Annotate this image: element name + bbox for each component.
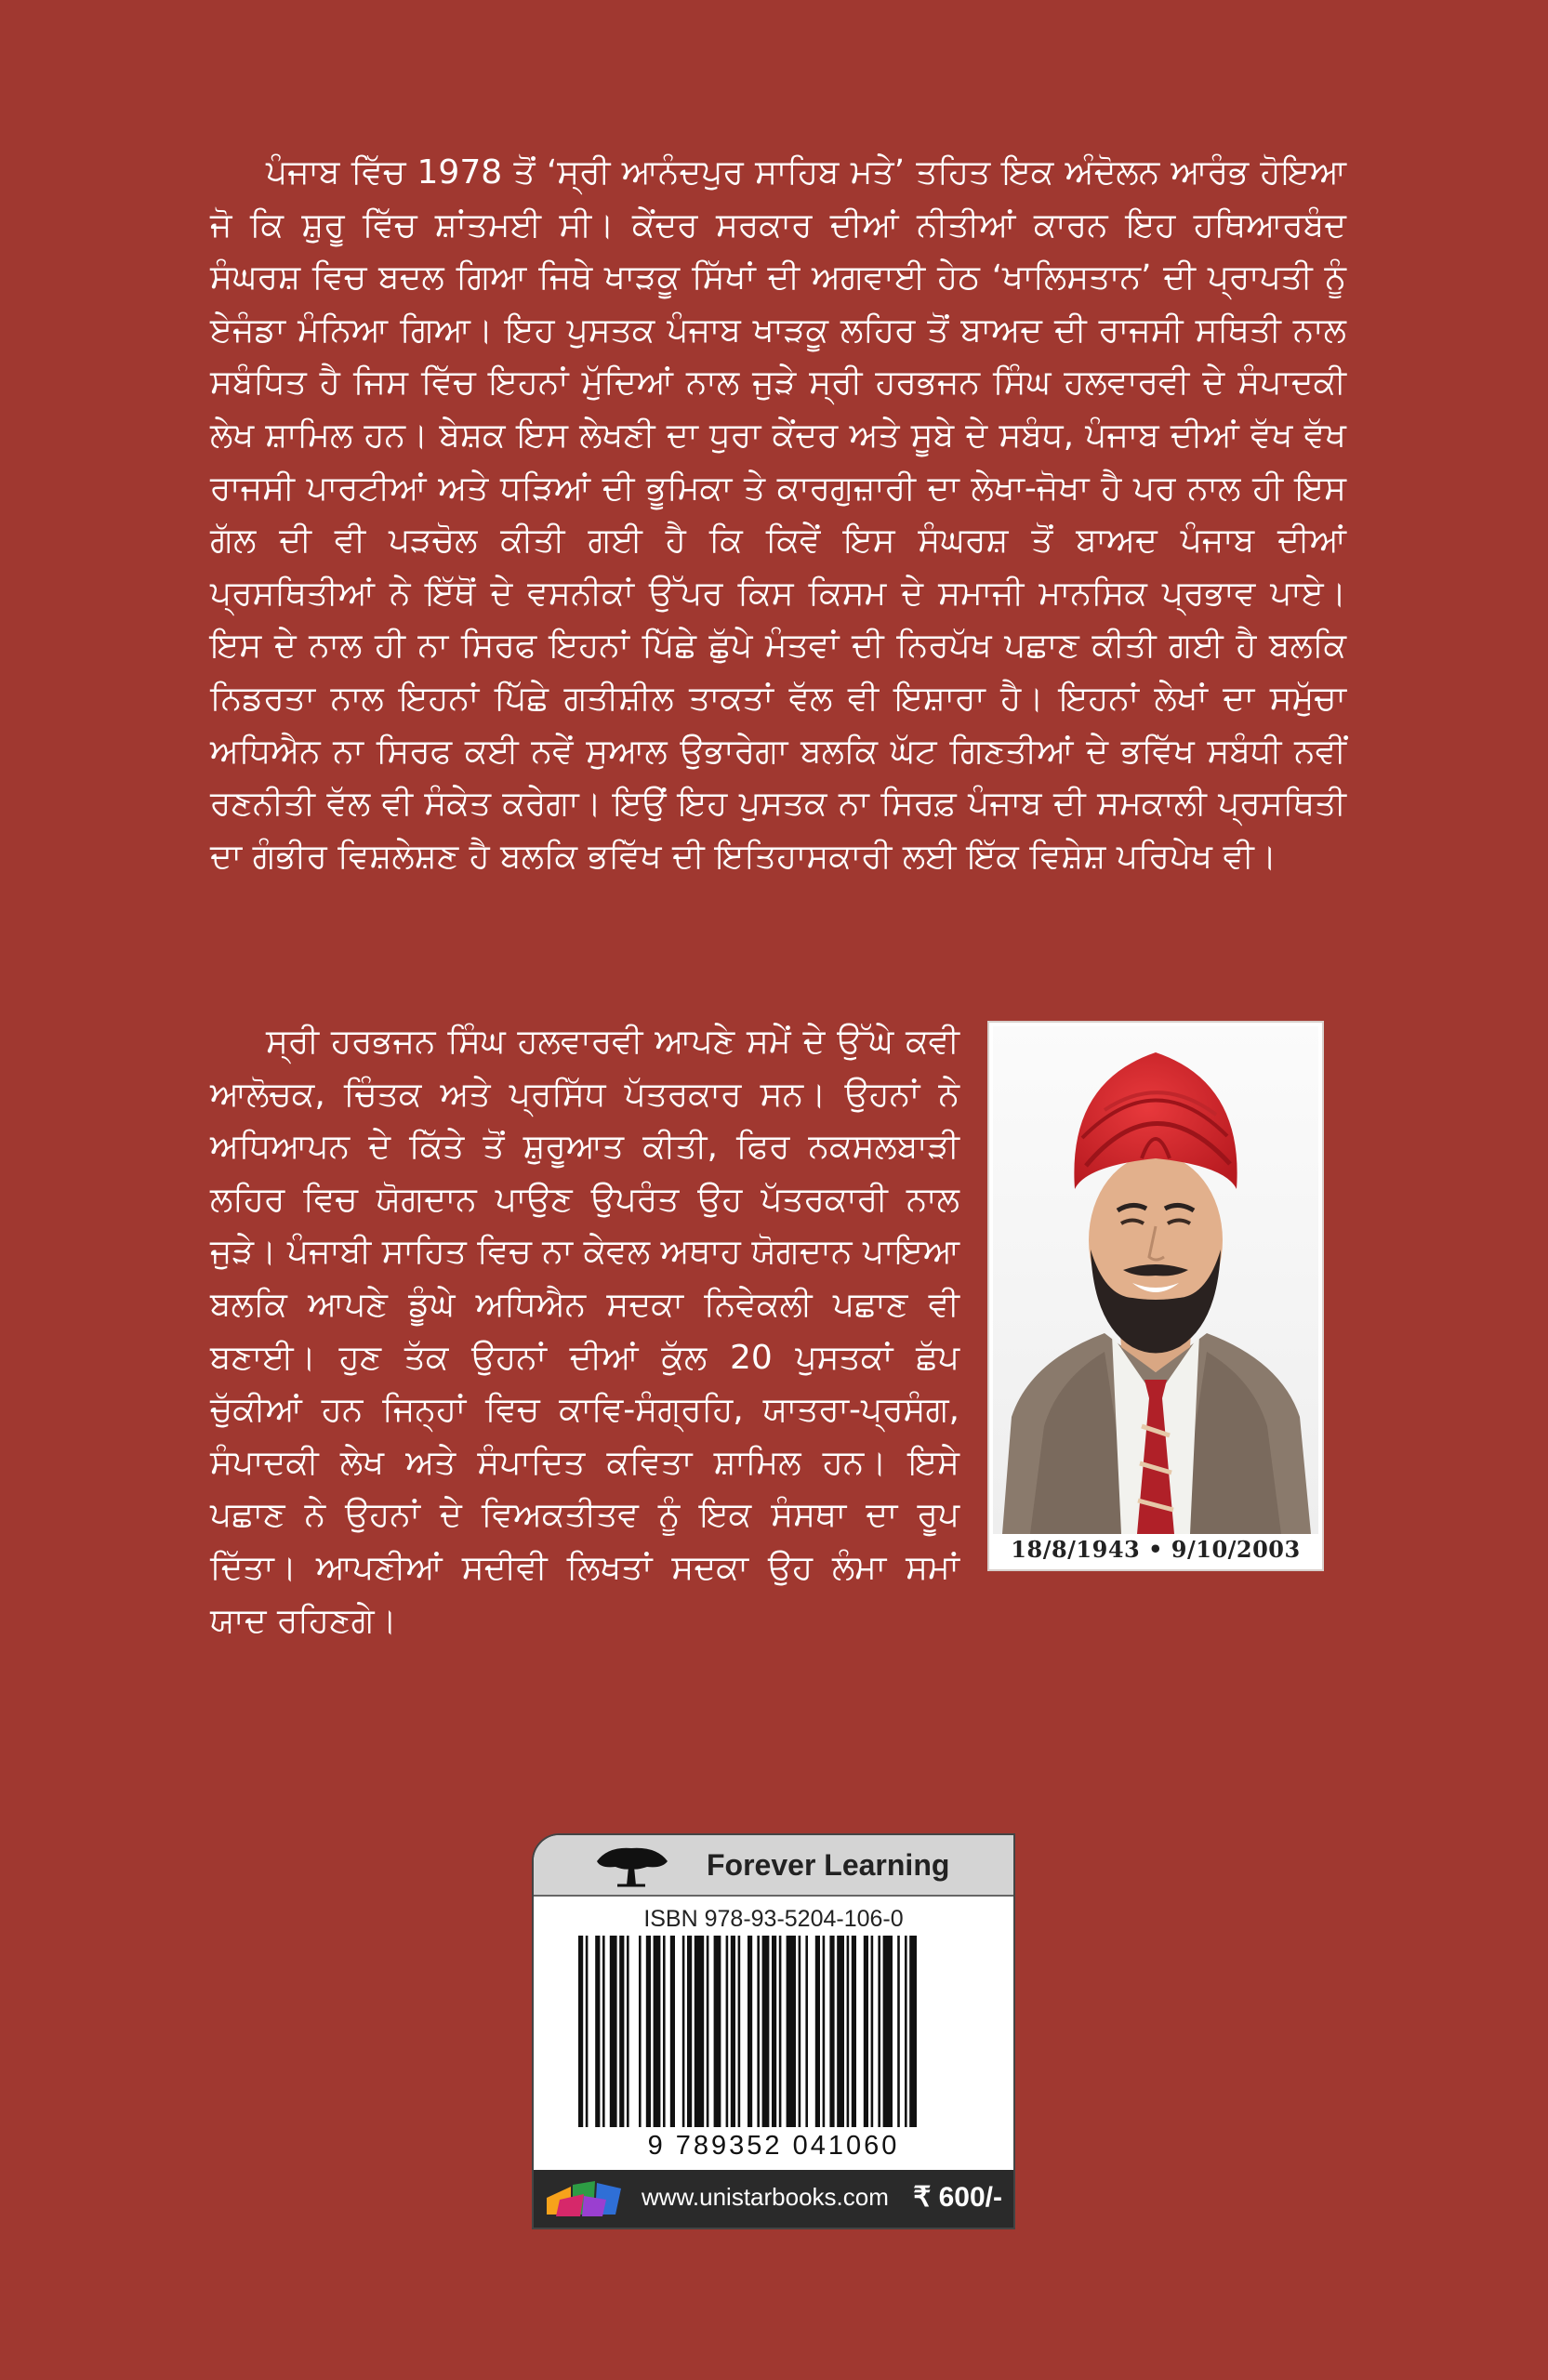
book-price: ₹ 600/- xyxy=(913,2182,1002,2213)
publisher-website: www.unistarbooks.com xyxy=(642,2183,889,2211)
publisher-header xyxy=(534,1835,1013,1897)
barcode-digits: 9 789352 041060 xyxy=(647,2131,900,2161)
isbn-number: ISBN 978-93-5204-106-0 xyxy=(643,1906,904,1932)
author-bio-paragraph: ਸ੍ਰੀ ਹਰਭਜਨ ਸਿੰਘ ਹਲਵਾਰਵੀ ਆਪਣੇ ਸਮੇਂ ਦੇ ਉੱਘੇ ਕਵੀ ਆਲੋਚਕ, ਚਿੰਤਕ ਅਤੇ ਪ੍ਰਸਿੱਧ ਪੱਤਰਕਾਰ ਸਨ। ਉਹਨਾਂ ਨੇ ਅਧਿਆਪਨ ਦੇ ਕਿੱਤੇ ਤੋਂ ਸ਼ੁਰੂਆਤ ਕੀਤੀ, ਫਿਰ ਨਕਸਲਬਾੜੀ ਲਹਿਰ ਵਿਚ ਯੋਗਦਾਨ ਪਾਉਣ ਉਪਰੰਤ ਉਹ ਪੱਤਰਕਾਰੀ ਨਾਲ ਜੁੜੇ। ਪੰਜਾਬੀ ਸਾਹਿਤ ਵਿਚ ਨਾ ਕੇਵਲ ਅਥਾਹ ਯੋਗਦਾਨ ਪਾਇਆ ਬਲਕਿ ਆਪਣੇ ਡੂੰਘੇ ਅਧਿਐਨ ਸਦਕਾ ਨਿਵੇਕਲੀ ਪਛਾਣ ਵੀ ਬਣਾਈ। ਹੁਣ ਤੱਕ ਉਹਨਾਂ ਦੀਆਂ ਕੁੱਲ 20 ਪੁਸਤਕਾਂ ਛੱਪ ਚੁੱਕੀਆਂ ਹਨ ਜਿਨ੍ਹਾਂ ਵਿਚ ਕਾਵਿ-ਸੰਗ੍ਰਹਿ, ਯਾਤਰਾ-ਪ੍ਰਸੰਗ, ਸੰਪਾਦਕੀ ਲੇਖ ਅਤੇ ਸੰਪਾਦਿਤ ਕਵਿਤਾ ਸ਼ਾਮਿਲ ਹਨ। ਇਸੇ ਪਛਾਣ ਨੇ ਉਹਨਾਂ ਦੇ ਵਿਅਕਤੀਤਵ ਨੂੰ ਇਕ ਸੰਸਥਾ ਦਾ ਰੂਪ ਦਿੱਤਾ। ਆਪਣੀਆਂ ਸਦੀਵੀ ਲਿਖਤਾਂ ਸਦਕਾ ਉਹ ਲੰਮਾ ਸਮਾਂ ਯਾਦ ਰਹਿਣਗੇ। xyxy=(210,1023,959,1640)
publisher-brand: Forever Learning xyxy=(707,1848,950,1882)
publisher-footer xyxy=(534,2170,1013,2228)
barcode-image xyxy=(578,1936,969,2127)
intro-paragraph: ਪੰਜਾਬ ਵਿੱਚ 1978 ਤੋਂ ‘ਸ੍ਰੀ ਆਨੰਦਪੁਰ ਸਾਹਿਬ ਮਤੇ’ ਤਹਿਤ ਇਕ ਅੰਦੋਲਨ ਆਰੰਭ ਹੋਇਆ ਜੋ ਕਿ ਸ਼ੁਰੂ ਵਿੱਚ ਸ਼ਾਂਤਮਈ ਸੀ। ਕੇਂਦਰ ਸਰਕਾਰ ਦੀਆਂ ਨੀਤੀਆਂ ਕਾਰਨ ਇਹ ਹਥਿਆਰਬੰਦ ਸੰਘਰਸ਼ ਵਿਚ ਬਦਲ ਗਿਆ ਜਿਥੇ ਖਾੜਕੂ ਸਿੱਖਾਂ ਦੀ ਅਗਵਾਈ ਹੇਠ ‘ਖਾਲਿਸਤਾਨ’ ਦੀ ਪ੍ਰਾਪਤੀ ਨੂੰ ਏਜੰਡਾ ਮੰਨਿਆ ਗਿਆ। ਇਹ ਪੁਸਤਕ ਪੰਜਾਬ ਖਾੜਕੂ ਲਹਿਰ ਤੋਂ ਬਾਅਦ ਦੀ ਰਾਜਸੀ ਸਥਿਤੀ ਨਾਲ ਸਬੰਧਿਤ ਹੈ ਜਿਸ ਵਿੱਚ ਇਹਨਾਂ ਮੁੱਦਿਆਂ ਨਾਲ ਜੁੜੇ ਸ੍ਰੀ ਹਰਭਜਨ ਸਿੰਘ ਹਲਵਾਰਵੀ ਦੇ ਸੰਪਾਦਕੀ ਲੇਖ ਸ਼ਾਮਿਲ ਹਨ। ਬੇਸ਼ਕ ਇਸ ਲੇਖਣੀ ਦਾ ਧੁਰਾ ਕੇਂਦਰ ਅਤੇ ਸੂਬੇ ਦੇ ਸਬੰਧ, ਪੰਜਾਬ ਦੀਆਂ ਵੱਖ ਵੱਖ ਰਾਜਸੀ ਪਾਰਟੀਆਂ ਅਤੇ ਧੜਿਆਂ ਦੀ ਭੂਮਿਕਾ ਤੇ ਕਾਰਗੁਜ਼ਾਰੀ ਦਾ ਲੇਖਾ-ਜੋਖਾ ਹੈ ਪਰ ਨਾਲ ਹੀ ਇਸ ਗੱਲ ਦੀ ਵੀ ਪੜਚੋਲ ਕੀਤੀ ਗਈ ਹੈ ਕਿ ਕਿਵੇਂ ਇਸ ਸੰਘਰਸ਼ ਤੋਂ ਬਾਅਦ ਪੰਜਾਬ ਦੀਆਂ ਪ੍ਰਸਥਿਤੀਆਂ ਨੇ ਇੱਥੋਂ ਦੇ ਵਸਨੀਕਾਂ ਉੱਪਰ ਕਿਸ ਕਿਸਮ ਦੇ ਸਮਾਜੀ ਮਾਨਸਿਕ ਪ੍ਰਭਾਵ ਪਾਏ। ਇਸ ਦੇ ਨਾਲ ਹੀ ਨਾ ਸਿਰਫ ਇਹਨਾਂ ਪਿੱਛੇ ਛੁੱਪੇ ਮੰਤਵਾਂ ਦੀ ਨਿਰਪੱਖ ਪਛਾਣ ਕੀਤੀ ਗਈ ਹੈ ਬਲਕਿ ਨਿਡਰਤਾ ਨਾਲ ਇਹਨਾਂ ਪਿੱਛੇ ਗਤੀਸ਼ੀਲ ਤਾਕਤਾਂ ਵੱਲ ਵੀ ਇਸ਼ਾਰਾ ਹੈ। ਇਹਨਾਂ ਲੇਖਾਂ ਦਾ ਸਮੁੱਚਾ ਅਧਿਐਨ ਨਾ ਸਿਰਫ ਕਈ ਨਵੇਂ ਸੁਆਲ ਉਭਾਰੇਗਾ ਬਲਕਿ ਘੱਟ ਗਿਣਤੀਆਂ ਦੇ ਭਵਿੱਖ ਸਬੰਧੀ ਨਵੀਂ ਰਣਨੀਤੀ ਵੱਲ ਵੀ ਸੰਕੇਤ ਕਰੇਗਾ। ਇਉਂ ਇਹ ਪੁਸਤਕ ਨਾ ਸਿਰਫ਼ ਪੰਜਾਬ ਦੀ ਸਮਕਾਲੀ ਪ੍ਰਸਥਿਤੀ ਦਾ ਗੰਭੀਰ ਵਿਸ਼ਲੇਸ਼ਣ ਹੈ ਬਲਕਿ ਭਵਿੱਖ ਦੀ ਇਤਿਹਾਸਕਾਰੀ ਲਈ ਇੱਕ ਵਿਸ਼ੇਸ਼ ਪਰਿਪੇਖ ਵੀ। xyxy=(210,153,1346,876)
photo-caption-dates: 18/8/1943 • 9/10/2003 xyxy=(1011,1536,1301,1563)
tree-logo-icon xyxy=(589,1843,673,1889)
author-portrait-image xyxy=(993,1026,1318,1534)
isbn-barcode-panel xyxy=(532,1833,1015,2229)
publisher-logo-icon xyxy=(539,2177,632,2220)
author-photo xyxy=(987,1021,1324,1571)
